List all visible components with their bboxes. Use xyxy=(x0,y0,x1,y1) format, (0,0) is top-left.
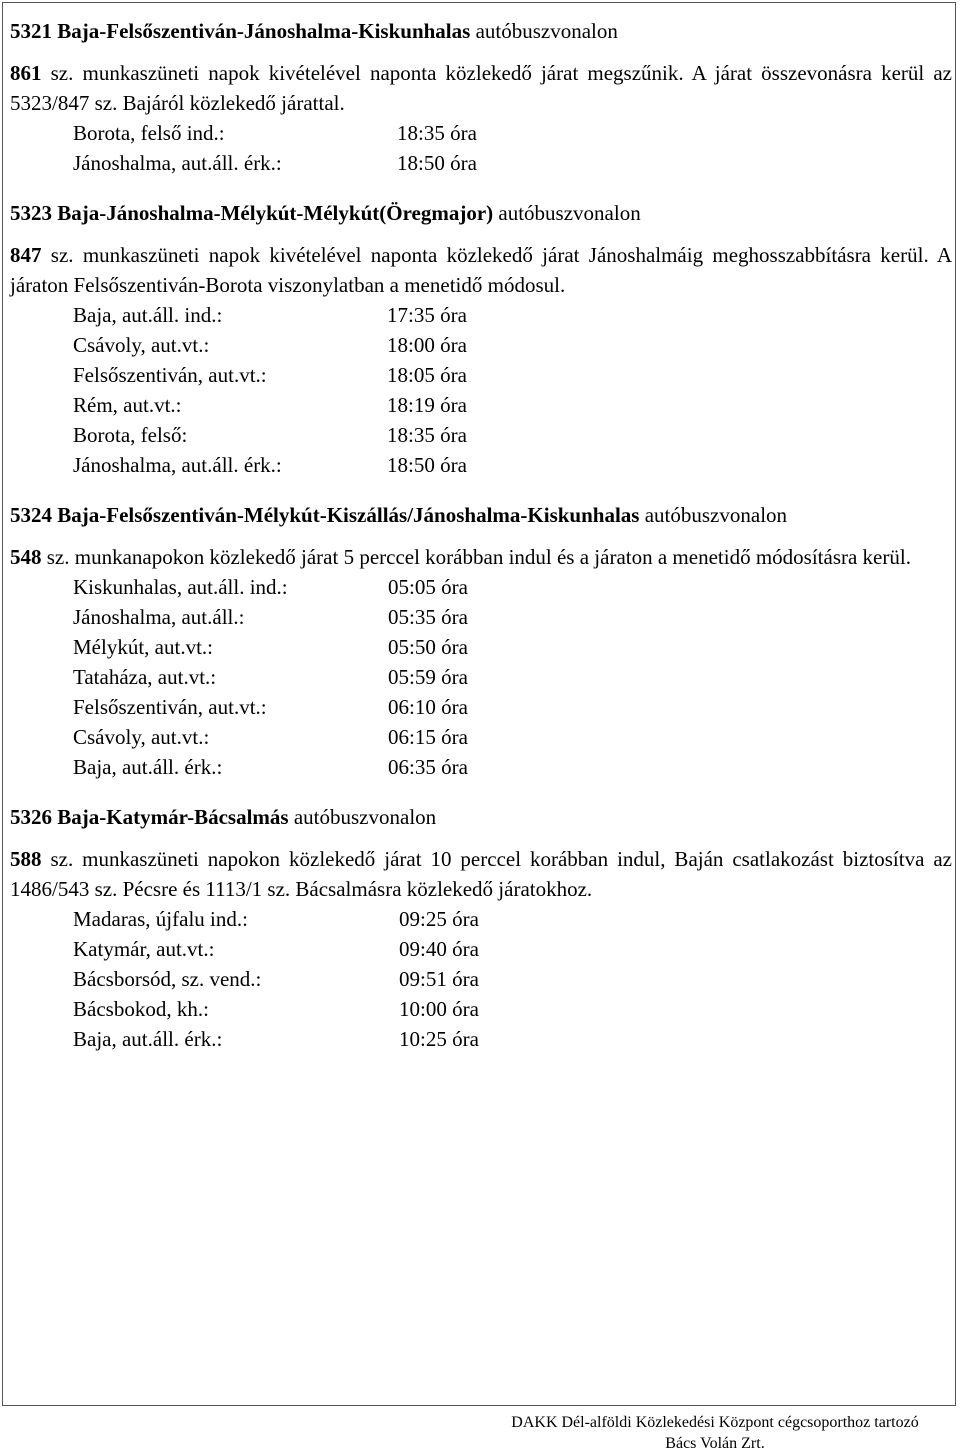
trip-number: 548 xyxy=(10,545,42,569)
stop-name: Csávoly, aut.vt.: xyxy=(73,725,210,749)
route-heading xyxy=(10,500,952,530)
stop-time: 05:59 óra xyxy=(388,665,468,689)
timetable-row xyxy=(10,300,952,330)
stop-time: 05:05 óra xyxy=(388,575,468,599)
timetable-row xyxy=(10,904,952,934)
timetable-row xyxy=(10,662,952,692)
route-heading xyxy=(10,802,952,832)
trip-number: 588 xyxy=(10,847,42,871)
timetable-row xyxy=(10,964,952,994)
route-suffix: autóbuszvonalon xyxy=(498,201,641,225)
stop-name: Jánoshalma, aut.áll. érk.: xyxy=(73,453,282,477)
stop-name: Jánoshalma, aut.áll.: xyxy=(73,605,245,629)
stop-time: 06:15 óra xyxy=(388,725,468,749)
timetable xyxy=(10,572,952,782)
stop-name: Rém, aut.vt.: xyxy=(73,393,182,417)
route-suffix: autóbuszvonalon xyxy=(293,805,437,829)
stop-time: 09:51 óra xyxy=(399,967,479,991)
stop-name: Felsőszentiván, aut.vt.: xyxy=(73,695,267,719)
timetable-row xyxy=(10,632,952,662)
stop-time: 18:19 óra xyxy=(387,393,467,417)
timetable xyxy=(10,904,952,1054)
route-title: 5326 Baja-Katymár-Bácsalmás xyxy=(10,805,289,829)
stop-time: 17:35 óra xyxy=(387,303,467,327)
stop-name: Bácsborsód, sz. vend.: xyxy=(73,967,262,991)
stop-name: Madaras, újfalu ind.: xyxy=(73,907,248,931)
stop-name: Bácsbokod, kh.: xyxy=(73,997,209,1021)
notice-text: sz. munkaszüneti napok kivételével naponta közlekedő járat megszűnik. A járat összevonásra kerül az 5323/847 sz. Bajáról közlekedő járattal. xyxy=(10,61,952,115)
timetable-row xyxy=(10,330,952,360)
route-heading xyxy=(10,16,952,46)
stop-time: 05:35 óra xyxy=(388,605,468,629)
stop-time: 18:35 óra xyxy=(387,423,467,447)
route-section-5326 xyxy=(10,802,952,1054)
timetable-row xyxy=(10,360,952,390)
stop-name: Baja, aut.áll. ind.: xyxy=(73,303,223,327)
timetable xyxy=(10,300,952,480)
trip-number: 847 xyxy=(10,243,42,267)
timetable-row xyxy=(10,722,952,752)
stop-time: 18:50 óra xyxy=(387,453,467,477)
route-suffix: autóbuszvonalon xyxy=(475,19,618,43)
stop-name: Jánoshalma, aut.áll. érk.: xyxy=(73,151,282,175)
trip-notice xyxy=(10,542,952,572)
trip-notice xyxy=(10,240,952,300)
stop-name: Baja, aut.áll. érk.: xyxy=(73,755,223,779)
stop-time: 09:40 óra xyxy=(399,937,479,961)
stop-name: Baja, aut.áll. érk.: xyxy=(73,1027,223,1051)
route-section-5321 xyxy=(10,16,952,178)
trip-number: 861 xyxy=(10,61,42,85)
stop-time: 06:35 óra xyxy=(388,755,468,779)
footer-line-1: DAKK Dél-alföldi Közlekedési Központ cégcsoporthoz tartozó xyxy=(511,1414,919,1431)
stop-time: 18:50 óra xyxy=(397,151,477,175)
stop-time: 09:25 óra xyxy=(399,907,479,931)
timetable-row xyxy=(10,148,952,178)
stop-name: Csávoly, aut.vt.: xyxy=(73,333,210,357)
timetable-row xyxy=(10,1024,952,1054)
notice-text: sz. munkanapokon közlekedő járat 5 perccel korábban indul és a járaton a menetidő módosításra kerül. xyxy=(46,545,911,569)
timetable-row xyxy=(10,450,952,480)
route-suffix: autóbuszvonalon xyxy=(644,503,788,527)
timetable xyxy=(10,118,952,178)
stop-name: Kiskunhalas, aut.áll. ind.: xyxy=(73,575,288,599)
stop-time: 05:50 óra xyxy=(388,635,468,659)
timetable-row xyxy=(10,752,952,782)
route-title: 5323 Baja-Jánoshalma-Mélykút-Mélykút(Öregmajor) xyxy=(10,201,494,225)
document-body xyxy=(10,16,952,1074)
route-heading xyxy=(10,198,952,228)
stop-name: Felsőszentiván, aut.vt.: xyxy=(73,363,267,387)
timetable-row xyxy=(10,994,952,1024)
stop-time: 18:00 óra xyxy=(387,333,467,357)
stop-name: Borota, felső: xyxy=(73,423,188,447)
route-section-5324 xyxy=(10,500,952,782)
stop-name: Mélykút, aut.vt.: xyxy=(73,635,213,659)
timetable-row xyxy=(10,420,952,450)
stop-name: Tataháza, aut.vt.: xyxy=(73,665,217,689)
stop-time: 06:10 óra xyxy=(388,695,468,719)
timetable-row xyxy=(10,602,952,632)
stop-time: 10:00 óra xyxy=(399,997,479,1021)
stop-name: Katymár, aut.vt.: xyxy=(73,937,215,961)
stop-time: 18:35 óra xyxy=(397,121,477,145)
route-title: 5321 Baja-Felsőszentiván-Jánoshalma-Kiskunhalas xyxy=(10,19,471,43)
timetable-row xyxy=(10,390,952,420)
route-section-5323 xyxy=(10,198,952,480)
timetable-row xyxy=(10,934,952,964)
timetable-row xyxy=(10,572,952,602)
trip-notice xyxy=(10,58,952,118)
notice-text: sz. munkaszüneti napokon közlekedő járat 10 perccel korábban indul, Baján csatlakozást biztosítva az 1486/543 sz. Pécsre és 1113/1 sz. Bácsalmásra közlekedő járatokhoz. xyxy=(10,847,952,901)
footer-line-2: Bács Volán Zrt. xyxy=(665,1435,765,1452)
stop-time: 10:25 óra xyxy=(399,1027,479,1051)
stop-time: 18:05 óra xyxy=(387,363,467,387)
stop-name: Borota, felső ind.: xyxy=(73,121,225,145)
route-title: 5324 Baja-Felsőszentiván-Mélykút-Kiszállás/Jánoshalma-Kiskunhalas xyxy=(10,503,640,527)
trip-notice xyxy=(10,844,952,904)
notice-text: sz. munkaszüneti napok kivételével naponta közlekedő járat Jánoshalmáig meghosszabbításra kerül. A járaton Felsőszentiván-Borota viszonylatban a menetidő módosul. xyxy=(10,243,952,297)
timetable-row xyxy=(10,118,952,148)
page-footer xyxy=(470,1412,960,1454)
timetable-row xyxy=(10,692,952,722)
